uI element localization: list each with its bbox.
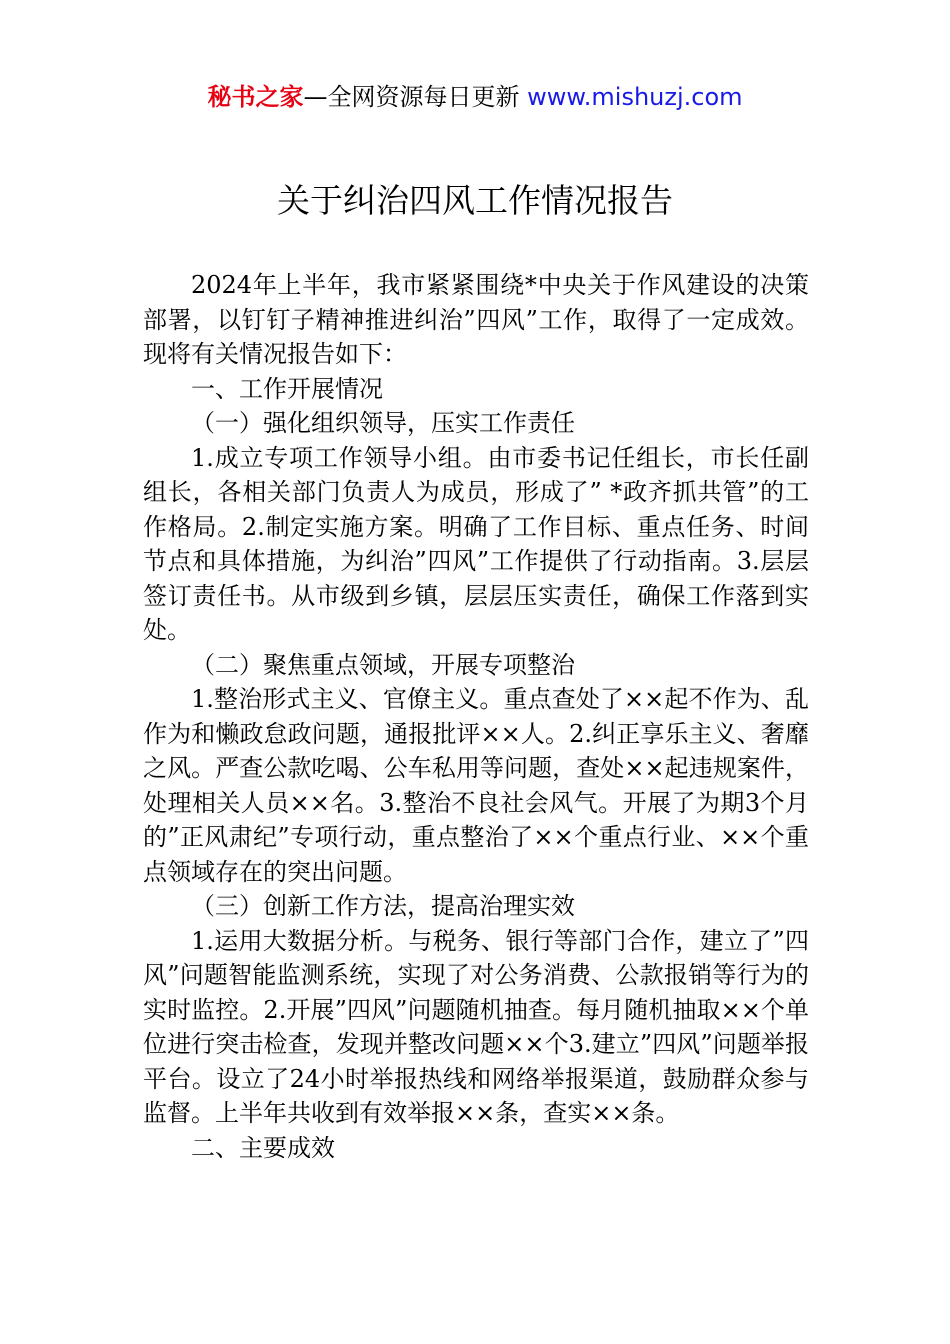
site-header [0, 80, 950, 114]
subsection-heading: （二）聚焦重点领域，开展专项整治 [191, 650, 575, 679]
paragraph-intro: 2024年上半年，我市紧紧围绕*中央关于作风建设的决策部署，以钉钉子精神推进纠治”四风”工作，取得了一定成效。现将有关情况报告如下： [143, 271, 809, 368]
site-url[interactable]: www.mishuzj.com [527, 83, 743, 111]
document-body [143, 268, 809, 1165]
paragraph: 1.运用大数据分析。与税务、银行等部门合作，建立了”四风”问题智能监测系统，实现了对公务消费、公款报销等行为的实时监控。2.开展”四风”问题随机抽查。每月随机抽取××个单位进行突击检查，发现并整改问题××个3.建立”四风”问题举报平台。设立了24小时举报热线和网络举报渠道，鼓励群众参与监督。上半年共收到有效举报××条，查实××条。 [143, 926, 809, 1127]
subsection-heading: （三）创新工作方法，提高治理实效 [191, 892, 575, 920]
paragraph: 1.成立专项工作领导小组。由市委书记任组长，市长任副组长，各相关部门负责人为成员，形成了” *政齐抓共管”的工作格局。2.制定实施方案。明确了工作目标、重点任务、时间节点和具体措施，为纠治”四风”工作提供了行动指南。3.层层签订责任书。从市级到乡镇，层层压实责任，确保工作落到实处。 [143, 443, 809, 644]
paragraph: 1.整治形式主义、官僚主义。重点查处了××起不作为、乱作为和懒政怠政问题，通报批评××人。2.纠正享乐主义、奢靡之风。严查公款吃喝、公车私用等问题，查处××起违规案件，处理相关人员××名。3.整治不良社会风气。开展了为期3个月的”正风肃纪”专项行动，重点整治了××个重点行业、××个重点领域存在的突出问题。 [143, 685, 809, 886]
subsection-heading: （一）强化组织领导，压实工作责任 [191, 409, 575, 437]
section-heading: 一、工作开展情况 [191, 374, 383, 403]
site-brand: 秘书之家 [207, 83, 304, 111]
section-heading: 二、主要成效 [191, 1133, 335, 1162]
document-title: 关于纠治四风工作情况报告 [277, 181, 673, 220]
site-tagline: —全网资源每日更新 [303, 83, 520, 111]
